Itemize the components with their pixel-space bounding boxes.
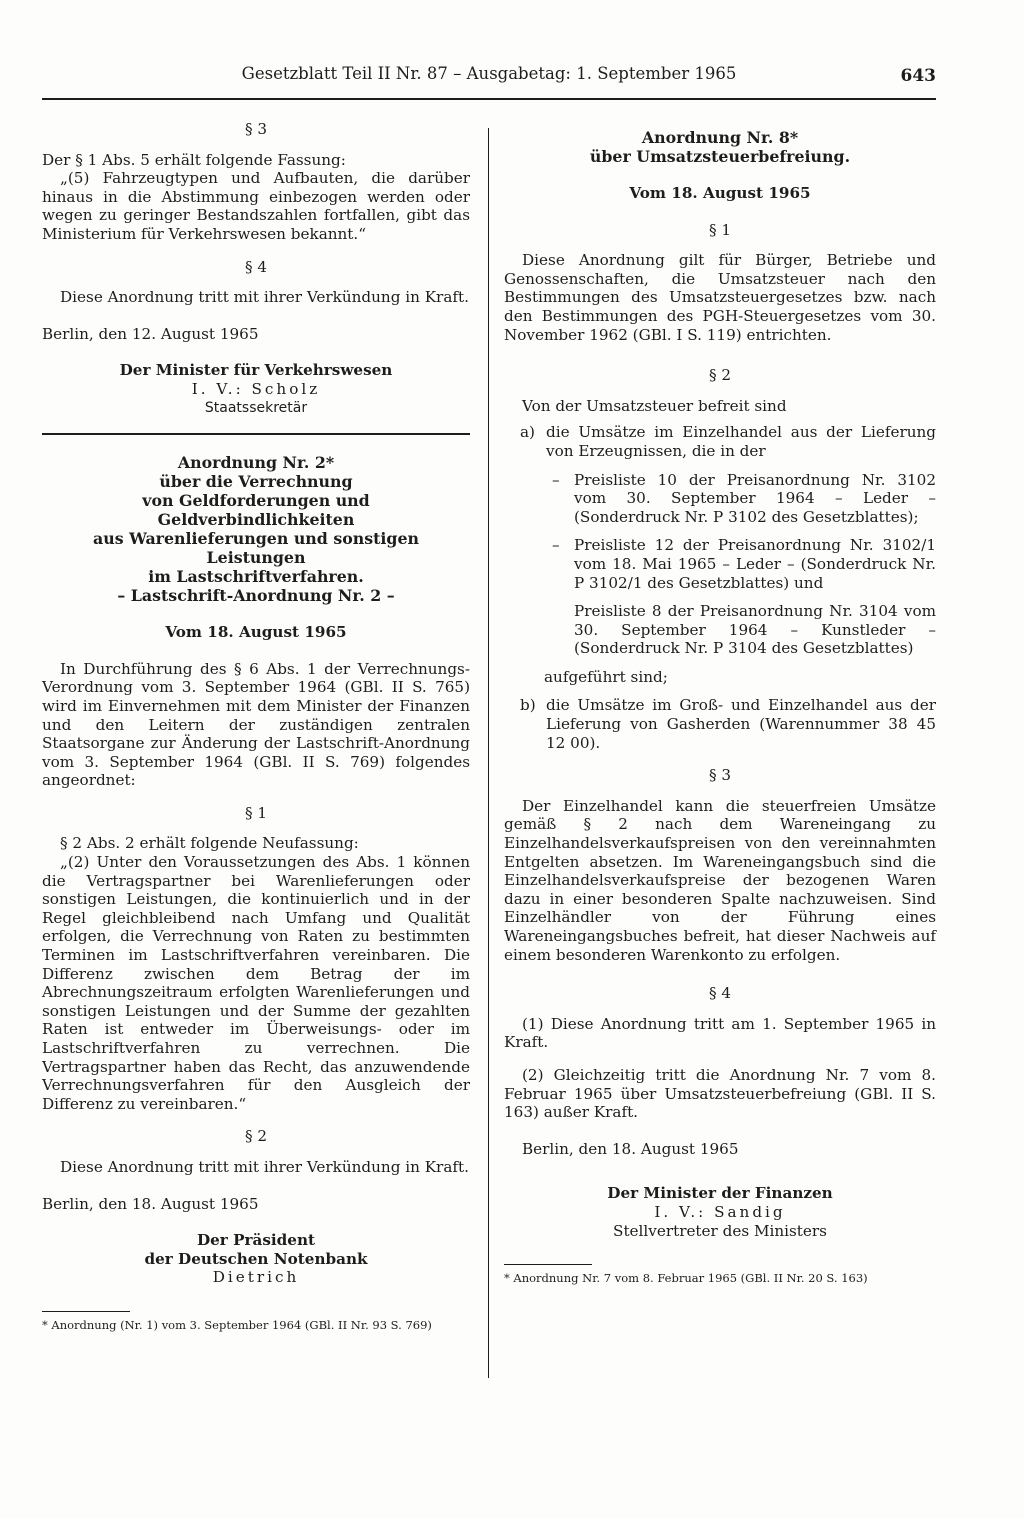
column-divider	[488, 128, 489, 1378]
document-date: Vom 18. August 1965	[165, 623, 347, 642]
quoted-paragraph: „(5) Fahrzeugtypen und Aufbauten, die darüber hinaus in die Abstimmung einbezogen werden oder wegen zu geringer Bestandszahlen fortfallen, gibt das Ministerium für Verkehrswesen bekannt.“	[42, 169, 470, 243]
dash-item	[550, 602, 936, 658]
header-title: Gesetzblatt Teil II Nr. 87 – Ausgabetag: 1. September 1965	[241, 64, 737, 83]
signatory-title: Der Minister der Finanzen	[607, 1184, 833, 1203]
body-paragraph: (1) Diese Anordnung tritt am 1. September 1965 in Kraft.	[504, 1014, 936, 1052]
dash-text: Preisliste 10 der Preisanordnung Nr. 3102 vom 30. September 1964 – Leder – (Sonderdruck Nr. P 3102 des Gesetzblattes);	[574, 470, 936, 526]
document-title-line: über Umsatzsteuerbefreiung.	[589, 147, 851, 166]
list-label: a)	[520, 423, 535, 442]
right-column	[504, 120, 936, 1285]
section-heading: § 2	[708, 366, 732, 385]
page-header	[42, 62, 936, 100]
document-title-line: über die Verrechnung	[159, 472, 353, 492]
document-title-line: Anordnung Nr. 2*	[177, 453, 335, 473]
signatory-name: I. V.: Scholz	[191, 379, 321, 398]
signatory-name: Dietrich	[212, 1268, 300, 1287]
document-title-line: Anordnung Nr. 8*	[641, 128, 799, 147]
signatory-role: Staatssekretär	[204, 399, 308, 416]
signatory-role: Stellvertreter des Ministers	[613, 1221, 827, 1240]
section-intro: § 2 Abs. 2 erhält folgende Neufassung:	[60, 834, 359, 853]
dash-text: Preisliste 8 der Preisanordnung Nr. 3104 vom 30. September 1964 – Kunstleder – (Sonderdruck Nr. P 3104 des Gesetzblattes)	[574, 602, 936, 658]
list-text: die Umsätze im Groß- und Einzelhandel aus der Lieferung von Gasherden (Warennummer 38 45 12 00).	[546, 696, 936, 752]
section-heading: § 2	[244, 1127, 268, 1146]
section-intro: Von der Umsatzsteuer befreit sind	[522, 396, 787, 415]
document-date: Vom 18. August 1965	[629, 184, 811, 202]
signatory-title: Der Präsident	[196, 1231, 316, 1250]
dash-item: – Preisliste 12 der Preisanordnung Nr. 3102/1 vom 18. Mai 1965 – Leder – (Sonderdruck Nr. P 3102/1 des Gesetzblattes) und	[552, 536, 936, 592]
body-paragraph: Diese Anordnung gilt für Bürger, Betriebe und Genossenschaften, die Umsatzsteuer nach den Bestimmungen des Umsatzsteuergesetzes bzw. nach den Bestimmungen des PGH-Steuergesetzes vom 30. November 1962 (GBl. I S. 119) entrichten.	[504, 251, 936, 344]
place-date: Berlin, den 18. August 1965	[522, 1139, 739, 1158]
document-title-line: aus Warenlieferungen und sonstigen Leistungen	[92, 529, 420, 568]
signatory-title: der Deutschen Notenbank	[144, 1249, 368, 1268]
dash-item: – Preisliste 10 der Preisanordnung Nr. 3102 vom 30. September 1964 – Leder – (Sonderdruck Nr. P 3102 des Gesetzblattes);	[552, 470, 936, 526]
footnote: * Anordnung Nr. 7 vom 8. Februar 1965 (GBl. II Nr. 20 S. 163)	[504, 1271, 868, 1286]
list-item	[504, 696, 936, 752]
footnote-rule	[42, 1311, 130, 1312]
list-text: die Umsätze im Einzelhandel aus der Lieferung von Erzeugnissen, die in der	[546, 423, 936, 460]
list-continuation: aufgeführt sind;	[544, 667, 668, 686]
place-date: Berlin, den 12. August 1965	[42, 324, 259, 343]
footnote-rule	[504, 1264, 592, 1265]
section-heading: § 4	[244, 257, 268, 276]
list-item	[504, 423, 936, 460]
page-number: 643	[900, 66, 936, 86]
signatory-name: I. V.: Sandig	[654, 1202, 786, 1221]
list-label: b)	[520, 696, 536, 715]
quoted-paragraph: „(2) Unter den Voraussetzungen des Abs. 1 können die Vertragspartner bei Warenlieferungen oder sonstigen Leistungen, die kontinuierlich und in der Regel gleichbleibend nach Umfang und Qualität erfolgen, die Verrechnung von Raten zu bestimmten Terminen im Lastschriftverfahren vereinbaren. Die Differenz zwischen dem Betrag der im Abrechnungszeitraum erfolgten Warenlieferungen und sonstigen Leistungen und der Summe der gezahlten Raten ist entweder im Überweisungs- oder im Lastschriftverfahren zu verrechnen. Die Vertragspartner haben das Recht, das anzuwendende Verrechnungsverfahren für den Ausgleich der Differenz zu vereinbaren.“	[42, 853, 470, 1113]
body-paragraph: Diese Anordnung tritt mit ihrer Verkündung in Kraft.	[60, 1157, 469, 1176]
section-heading: § 1	[708, 220, 732, 239]
body-paragraph: Diese Anordnung tritt mit ihrer Verkündung in Kraft.	[60, 288, 469, 307]
left-column	[42, 120, 470, 1332]
document-title-line: von Geldforderungen und Geldverbindlichkeiten	[142, 491, 370, 530]
document-title-line: – Lastschrift-Anordnung Nr. 2 –	[117, 586, 395, 606]
section-rule	[42, 433, 470, 435]
section-heading: § 4	[708, 984, 732, 1003]
document-title-line: im Lastschriftverfahren.	[148, 567, 364, 587]
body-paragraph: Der Einzelhandel kann die steuerfreien Umsätze gemäß § 2 nach dem Wareneingang zu Einzelhandelsverkaufspreisen von den vereinnahmten Entgelten absetzen. Im Wareneingangsbuch sind die Einzelhandelsverkaufspreise der bezogenen Waren dazu in einer besonderen Spalte nachzuweisen. Sind Einzelhändler von der Führung eines Wareneingangsbuches befreit, hat dieser Nachweis auf einem besonderen Warenkonto zu erfolgen.	[504, 796, 936, 964]
body-paragraph: (2) Gleichzeitig tritt die Anordnung Nr. 7 vom 8. Februar 1965 über Umsatzsteuerbefreiung (GBl. II S. 163) außer Kraft.	[504, 1065, 936, 1122]
preamble-paragraph: In Durchführung des § 6 Abs. 1 der Verrechnungs-Verordnung vom 3. September 1964 (GBl. II S. 765) wird im Einvernehmen mit dem Minister der Finanzen und den Leitern der zuständigen zentralen Staatsorgane zur Änderung der Lastschrift-Anordnung vom 3. September 1964 (GBl. II S. 769) folgendes angeordnet:	[42, 659, 470, 790]
section-intro: Der § 1 Abs. 5 erhält folgende Fassung:	[42, 150, 346, 169]
signatory-title: Der Minister für Verkehrswesen	[119, 361, 393, 380]
place-date: Berlin, den 18. August 1965	[42, 1194, 259, 1213]
footnote: * Anordnung (Nr. 1) vom 3. September 1964 (GBl. II Nr. 93 S. 769)	[42, 1317, 432, 1332]
dash-text: Preisliste 12 der Preisanordnung Nr. 3102/1 vom 18. Mai 1965 – Leder – (Sonderdruck Nr. P 3102/1 des Gesetzblattes) und	[574, 536, 936, 592]
section-heading: § 3	[244, 120, 268, 138]
section-heading: § 3	[708, 766, 732, 785]
section-heading: § 1	[244, 803, 268, 822]
